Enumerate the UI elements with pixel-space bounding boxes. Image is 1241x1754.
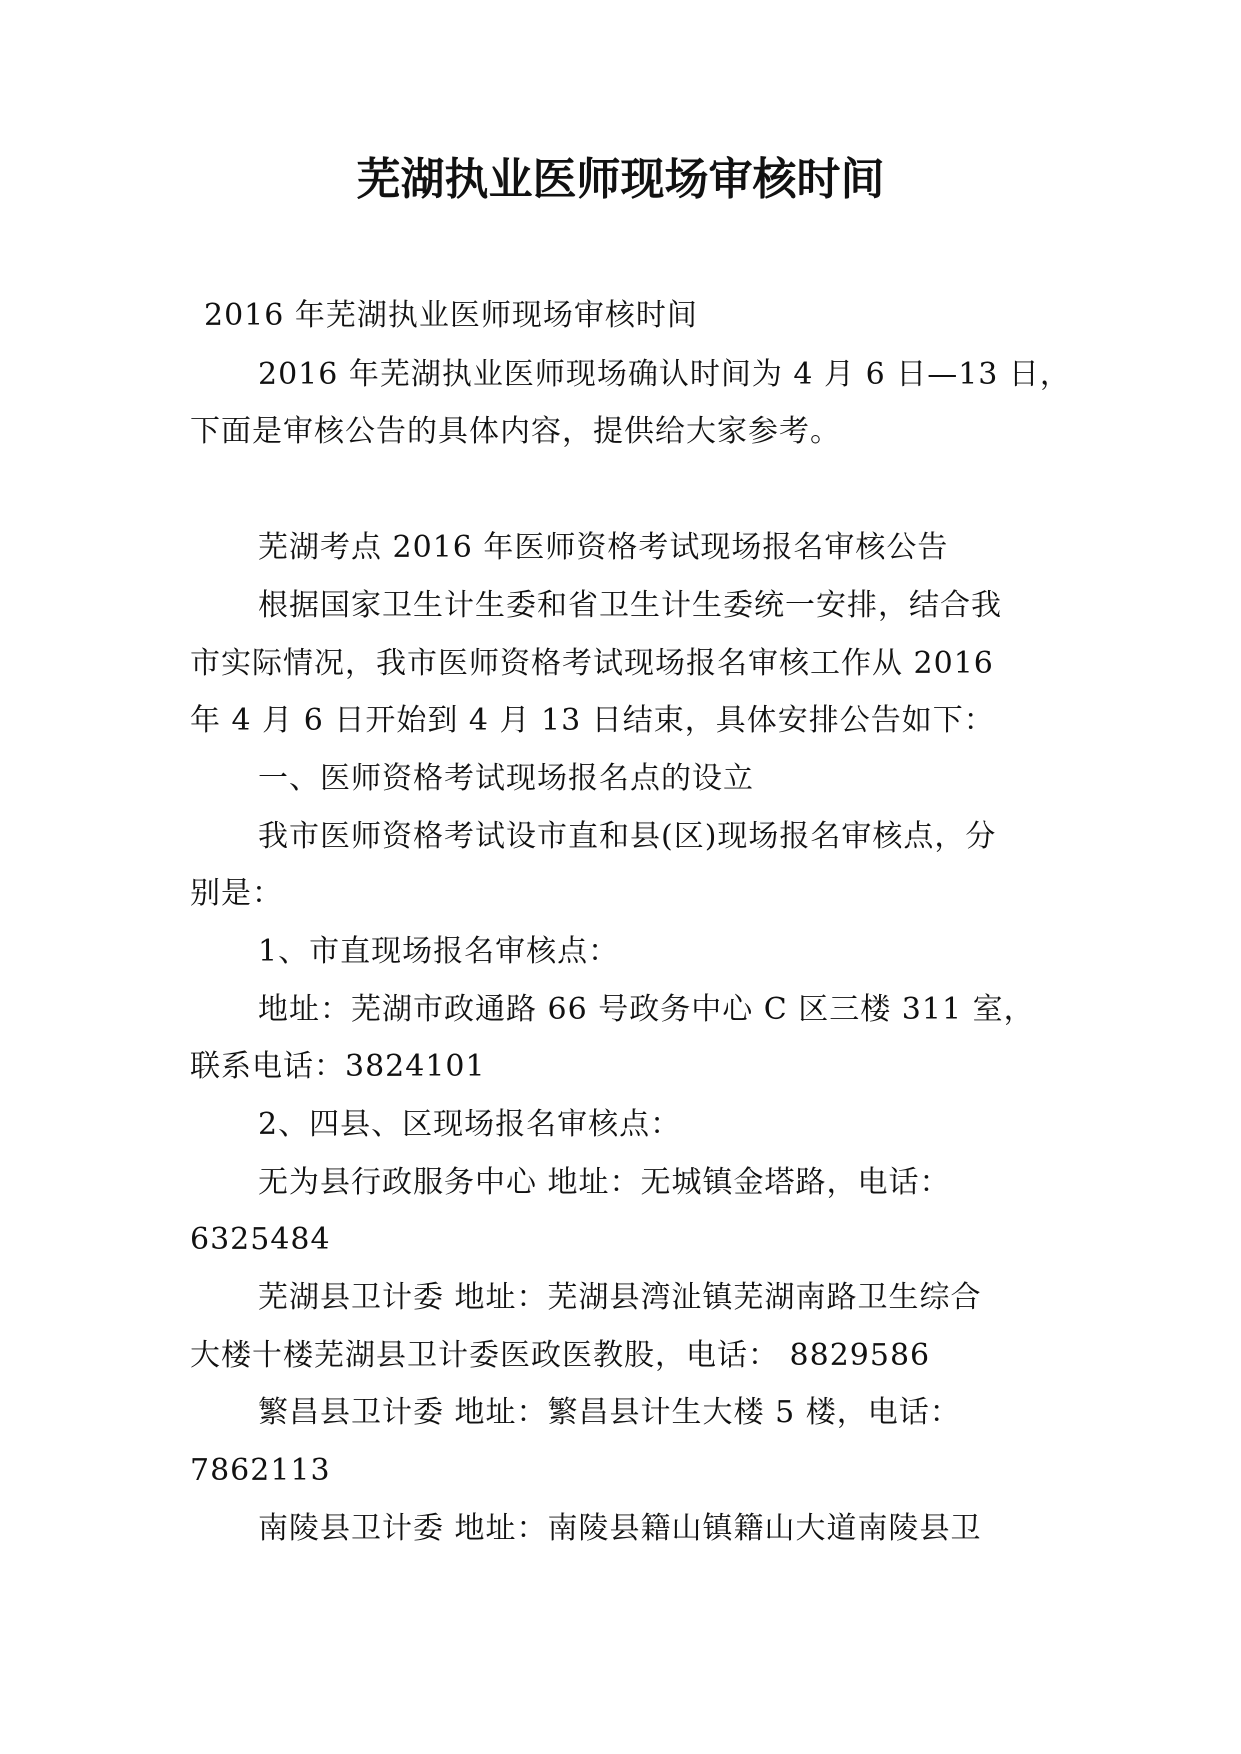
paragraph-line: 2016 年芜湖执业医师现场确认时间为 4 月 6 日—13 日， [258, 357, 1071, 392]
address-line: 芜湖县卫计委 地址：芜湖县湾沚镇芜湖南路卫生综合 [258, 1280, 982, 1315]
paragraph-line: 别是： [190, 876, 283, 911]
phone-line: 联系电话：3824101 [190, 1049, 486, 1084]
address-line: 南陵县卫计委 地址：南陵县籍山镇籍山大道南陵县卫 [258, 1511, 982, 1546]
address-line: 地址：芜湖市政通路 66 号政务中心 C 区三楼 311 室， [258, 992, 1035, 1027]
document-title: 芜湖执业医师现场审核时间 [356, 154, 885, 205]
phone-line: 6325484 [190, 1222, 331, 1257]
paragraph-line: 年 4 月 6 日开始到 4 月 13 日结束，具体安排公告如下： [190, 703, 995, 738]
announcement-heading: 芜湖考点 2016 年医师资格考试现场报名审核公告 [258, 530, 949, 565]
paragraph-line: 市实际情况，我市医师资格考试现场报名审核工作从 2016 [190, 646, 994, 681]
paragraph-line: 下面是审核公告的具体内容，提供给大家参考。 [190, 414, 841, 449]
phone-line: 7862113 [190, 1453, 331, 1488]
subtitle-line: 2016 年芜湖执业医师现场审核时间 [204, 298, 698, 333]
list-heading: 1、市直现场报名审核点： [258, 934, 620, 969]
paragraph-line: 我市医师资格考试设市直和县(区)现场报名审核点，分 [258, 819, 997, 854]
paragraph-line: 根据国家卫生计生委和省卫生计生委统一安排，结合我 [258, 588, 1002, 623]
section-heading: 一、医师资格考试现场报名点的设立 [258, 761, 754, 796]
address-line: 无为县行政服务中心 地址：无城镇金塔路，电话： [258, 1165, 951, 1200]
address-line: 大楼十楼芜湖县卫计委医政医教股，电话： 8829586 [190, 1338, 931, 1373]
list-heading: 2、四县、区现场报名审核点： [258, 1107, 682, 1142]
address-line: 繁昌县卫计委 地址：繁昌县计生大楼 5 楼，电话： [258, 1395, 961, 1430]
